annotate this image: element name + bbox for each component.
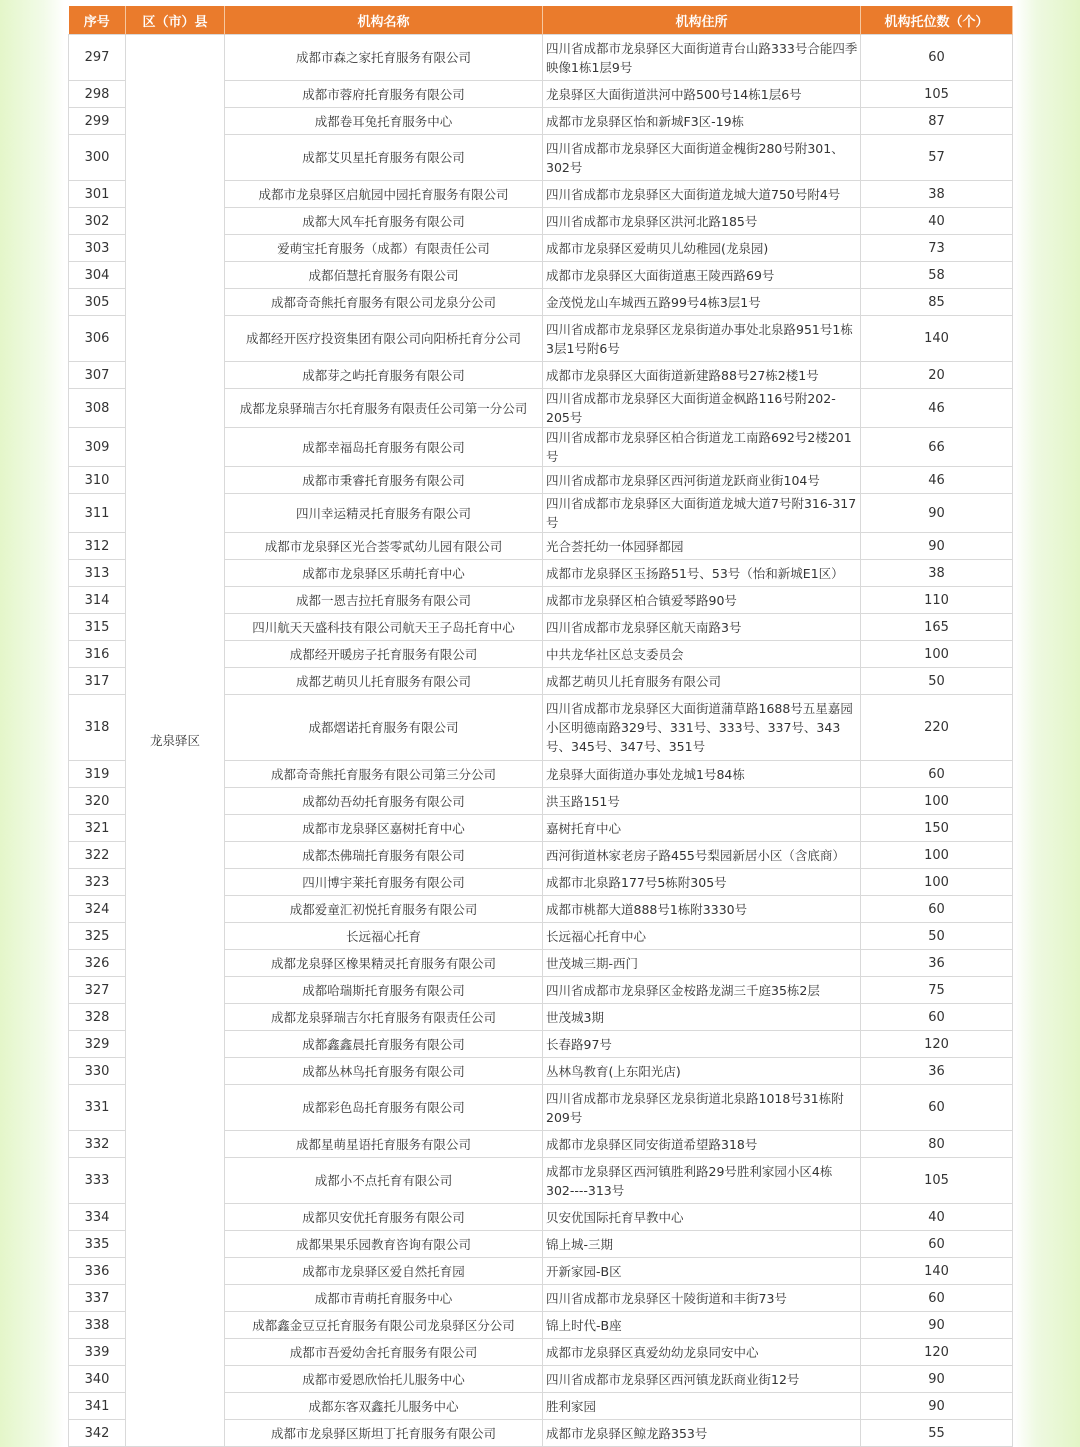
capacity-cell: 75	[861, 977, 1013, 1004]
capacity-cell: 60	[861, 35, 1013, 81]
capacity-cell: 46	[861, 467, 1013, 494]
institution-address-cell: 四川省成都市龙泉驿区金桉路龙湖三千庭35栋2层	[543, 977, 861, 1004]
row-seq-cell: 336	[69, 1258, 126, 1285]
institution-address-cell: 成都市龙泉驿区西河镇胜利路29号胜利家园小区4栋302----313号	[543, 1158, 861, 1204]
institution-name-cell: 成都龙泉驿区橡果精灵托育服务有限公司	[225, 950, 543, 977]
row-seq-cell: 297	[69, 35, 126, 81]
institution-name-cell: 成都鑫金豆豆托育服务有限公司龙泉驿区分公司	[225, 1312, 543, 1339]
district-cell: 龙泉驿区	[126, 35, 225, 1447]
institution-address-cell: 胜利家园	[543, 1393, 861, 1420]
row-seq-cell: 300	[69, 135, 126, 181]
row-seq-cell: 326	[69, 950, 126, 977]
header-count: 机构托位数（个）	[861, 6, 1013, 35]
institution-name-cell: 成都幼吾幼托育服务有限公司	[225, 788, 543, 815]
institution-name-cell: 成都芽之屿托育服务有限公司	[225, 362, 543, 389]
institution-name-cell: 成都幸福岛托育服务有限公司	[225, 428, 543, 467]
institution-address-cell: 洪玉路151号	[543, 788, 861, 815]
institution-name-cell: 成都东客双鑫托儿服务中心	[225, 1393, 543, 1420]
table-sheet	[68, 6, 1012, 1441]
row-seq-cell: 333	[69, 1158, 126, 1204]
row-seq-cell: 303	[69, 235, 126, 262]
institution-name-cell: 成都星萌星语托育服务有限公司	[225, 1131, 543, 1158]
institution-address-cell: 成都市龙泉驿区怡和新城F3区-19栋	[543, 108, 861, 135]
capacity-cell: 36	[861, 1058, 1013, 1085]
capacity-cell: 20	[861, 362, 1013, 389]
institution-address-cell: 成都市龙泉驿区玉扬路51号、53号（怡和新城E1区）	[543, 560, 861, 587]
institution-name-cell: 爱萌宝托育服务（成都）有限责任公司	[225, 235, 543, 262]
row-seq-cell: 314	[69, 587, 126, 614]
row-seq-cell: 307	[69, 362, 126, 389]
institution-address-cell: 长春路97号	[543, 1031, 861, 1058]
table-row	[69, 35, 1013, 81]
row-seq-cell: 321	[69, 815, 126, 842]
row-seq-cell: 338	[69, 1312, 126, 1339]
row-seq-cell: 299	[69, 108, 126, 135]
row-seq-cell: 325	[69, 923, 126, 950]
institution-name-cell: 长远福心托育	[225, 923, 543, 950]
institution-address-cell: 四川省成都市龙泉驿区大面街道龙城大道750号附4号	[543, 181, 861, 208]
capacity-cell: 140	[861, 316, 1013, 362]
institution-address-cell: 成都市龙泉驿区大面街道惠王陵西路69号	[543, 262, 861, 289]
institution-name-cell: 成都哈瑞斯托育服务有限公司	[225, 977, 543, 1004]
institution-name-cell: 成都市龙泉驿区嘉树托育中心	[225, 815, 543, 842]
institution-name-cell: 四川博宇莱托育服务有限公司	[225, 869, 543, 896]
institution-address-cell: 四川省成都市龙泉驿区航天南路3号	[543, 614, 861, 641]
row-seq-cell: 334	[69, 1204, 126, 1231]
institution-name-cell: 成都鑫鑫晨托育服务有限公司	[225, 1031, 543, 1058]
capacity-cell: 66	[861, 428, 1013, 467]
institution-name-cell: 成都奇奇熊托育服务有限公司龙泉分公司	[225, 289, 543, 316]
row-seq-cell: 327	[69, 977, 126, 1004]
row-seq-cell: 324	[69, 896, 126, 923]
institution-address-cell: 四川省成都市龙泉驿区龙泉街道办事处北泉路951号1栋3层1号附6号	[543, 316, 861, 362]
row-seq-cell: 304	[69, 262, 126, 289]
header-seq: 序号	[69, 6, 126, 35]
institution-address-cell: 世茂城三期-西门	[543, 950, 861, 977]
capacity-cell: 57	[861, 135, 1013, 181]
capacity-cell: 90	[861, 533, 1013, 560]
row-seq-cell: 313	[69, 560, 126, 587]
capacity-cell: 55	[861, 1420, 1013, 1447]
institution-name-cell: 四川幸运精灵托育服务有限公司	[225, 494, 543, 533]
row-seq-cell: 316	[69, 641, 126, 668]
row-seq-cell: 322	[69, 842, 126, 869]
institution-name-cell: 四川航天天盛科技有限公司航天王子岛托育中心	[225, 614, 543, 641]
capacity-cell: 38	[861, 181, 1013, 208]
row-seq-cell: 328	[69, 1004, 126, 1031]
institution-address-cell: 嘉树托育中心	[543, 815, 861, 842]
capacity-cell: 80	[861, 1131, 1013, 1158]
institution-address-cell: 成都市龙泉驿区同安街道希望路318号	[543, 1131, 861, 1158]
capacity-cell: 90	[861, 494, 1013, 533]
institution-address-cell: 四川省成都市龙泉驿区洪河北路185号	[543, 208, 861, 235]
capacity-cell: 120	[861, 1339, 1013, 1366]
institution-name-cell: 成都奇奇熊托育服务有限公司第三分公司	[225, 761, 543, 788]
capacity-cell: 87	[861, 108, 1013, 135]
institution-address-cell: 龙泉驿大面街道办事处龙城1号84栋	[543, 761, 861, 788]
institution-address-cell: 四川省成都市龙泉驿区大面街道金槐街280号附301、302号	[543, 135, 861, 181]
capacity-cell: 100	[861, 869, 1013, 896]
capacity-cell: 105	[861, 1158, 1013, 1204]
capacity-cell: 58	[861, 262, 1013, 289]
row-seq-cell: 306	[69, 316, 126, 362]
institution-name-cell: 成都龙泉驿瑞吉尔托育服务有限责任公司第一分公司	[225, 389, 543, 428]
header-name: 机构名称	[225, 6, 543, 35]
capacity-cell: 100	[861, 641, 1013, 668]
institution-name-cell: 成都市蓉府托育服务有限公司	[225, 81, 543, 108]
row-seq-cell: 301	[69, 181, 126, 208]
capacity-cell: 60	[861, 1285, 1013, 1312]
row-seq-cell: 331	[69, 1085, 126, 1131]
institution-name-cell: 成都市龙泉驿区爱自然托育园	[225, 1258, 543, 1285]
row-seq-cell: 340	[69, 1366, 126, 1393]
institution-name-cell: 成都艺萌贝儿托育服务有限公司	[225, 668, 543, 695]
institution-address-cell: 丛林鸟教育(上东阳光店)	[543, 1058, 861, 1085]
row-seq-cell: 337	[69, 1285, 126, 1312]
capacity-cell: 60	[861, 761, 1013, 788]
institution-address-cell: 四川省成都市龙泉驿区十陵街道和丰街73号	[543, 1285, 861, 1312]
capacity-cell: 90	[861, 1393, 1013, 1420]
capacity-cell: 110	[861, 587, 1013, 614]
institution-address-cell: 成都市桃都大道888号1栋附3330号	[543, 896, 861, 923]
institution-address-cell: 锦上时代-B座	[543, 1312, 861, 1339]
institution-name-cell: 成都一恩吉拉托育服务有限公司	[225, 587, 543, 614]
capacity-cell: 38	[861, 560, 1013, 587]
row-seq-cell: 317	[69, 668, 126, 695]
institution-address-cell: 光合荟托幼一体园驿都园	[543, 533, 861, 560]
institution-name-cell: 成都杰佛瑞托育服务有限公司	[225, 842, 543, 869]
institution-name-cell: 成都贝安优托育服务有限公司	[225, 1204, 543, 1231]
institution-address-cell: 成都艺萌贝儿托育服务有限公司	[543, 668, 861, 695]
capacity-cell: 60	[861, 1004, 1013, 1031]
institution-address-cell: 四川省成都市龙泉驿区大面街道金枫路116号附202-205号	[543, 389, 861, 428]
institution-name-cell: 成都市龙泉驿区光合荟零贰幼儿园有限公司	[225, 533, 543, 560]
capacity-cell: 150	[861, 815, 1013, 842]
institution-name-cell: 成都市秉睿托育服务有限公司	[225, 467, 543, 494]
row-seq-cell: 310	[69, 467, 126, 494]
row-seq-cell: 330	[69, 1058, 126, 1085]
row-seq-cell: 323	[69, 869, 126, 896]
institution-address-cell: 西河街道林家老房子路455号梨园新居小区（含底商）	[543, 842, 861, 869]
institution-name-cell: 成都丛林鸟托育服务有限公司	[225, 1058, 543, 1085]
row-seq-cell: 332	[69, 1131, 126, 1158]
institution-address-cell: 成都市龙泉驿区大面街道新建路88号27栋2楼1号	[543, 362, 861, 389]
institution-name-cell: 成都市龙泉驿区斯坦丁托育服务有限公司	[225, 1420, 543, 1447]
institution-address-cell: 四川省成都市龙泉驿区西河街道龙跃商业街104号	[543, 467, 861, 494]
institution-name-cell: 成都小不点托育有限公司	[225, 1158, 543, 1204]
capacity-cell: 105	[861, 81, 1013, 108]
capacity-cell: 120	[861, 1031, 1013, 1058]
institution-name-cell: 成都龙泉驿瑞吉尔托育服务有限责任公司	[225, 1004, 543, 1031]
institution-address-cell: 成都市龙泉驿区柏合镇爱琴路90号	[543, 587, 861, 614]
capacity-cell: 50	[861, 668, 1013, 695]
institution-address-cell: 四川省成都市龙泉驿区柏合街道龙工南路692号2楼201号	[543, 428, 861, 467]
row-seq-cell: 315	[69, 614, 126, 641]
row-seq-cell: 329	[69, 1031, 126, 1058]
institution-name-cell: 成都市青萌托育服务中心	[225, 1285, 543, 1312]
institution-name-cell: 成都市龙泉驿区乐萌托育中心	[225, 560, 543, 587]
institution-address-cell: 贝安优国际托育早教中心	[543, 1204, 861, 1231]
capacity-cell: 165	[861, 614, 1013, 641]
institution-address-cell: 开新家园-B区	[543, 1258, 861, 1285]
institution-name-cell: 成都果果乐园教育咨询有限公司	[225, 1231, 543, 1258]
institution-name-cell: 成都彩色岛托育服务有限公司	[225, 1085, 543, 1131]
capacity-cell: 73	[861, 235, 1013, 262]
row-seq-cell: 305	[69, 289, 126, 316]
row-seq-cell: 309	[69, 428, 126, 467]
capacity-cell: 90	[861, 1312, 1013, 1339]
childcare-institution-table	[68, 6, 1013, 1447]
institution-address-cell: 四川省成都市龙泉驿区大面街道蒲草路1688号五星嘉园小区明德南路329号、331号、333号、337号、343号、345号、347号、351号	[543, 695, 861, 761]
row-seq-cell: 308	[69, 389, 126, 428]
row-seq-cell: 320	[69, 788, 126, 815]
institution-address-cell: 长远福心托育中心	[543, 923, 861, 950]
institution-name-cell: 成都艾贝星托育服务有限公司	[225, 135, 543, 181]
institution-name-cell: 成都卷耳兔托育服务中心	[225, 108, 543, 135]
header-address: 机构住所	[543, 6, 861, 35]
row-seq-cell: 298	[69, 81, 126, 108]
row-seq-cell: 339	[69, 1339, 126, 1366]
institution-name-cell: 成都熠诺托育服务有限公司	[225, 695, 543, 761]
institution-name-cell: 成都市龙泉驿区启航园中园托育服务有限公司	[225, 181, 543, 208]
institution-address-cell: 成都市龙泉驿区真爱幼幼龙泉同安中心	[543, 1339, 861, 1366]
institution-name-cell: 成都经开医疗投资集团有限公司向阳桥托育分公司	[225, 316, 543, 362]
institution-name-cell: 成都佰慧托育服务有限公司	[225, 262, 543, 289]
institution-address-cell: 成都市北泉路177号5栋附305号	[543, 869, 861, 896]
institution-name-cell: 成都经开暖房子托育服务有限公司	[225, 641, 543, 668]
row-seq-cell: 311	[69, 494, 126, 533]
institution-address-cell: 金茂悦龙山车城西五路99号4栋3层1号	[543, 289, 861, 316]
table-header-row	[69, 6, 1013, 35]
institution-address-cell: 龙泉驿区大面街道洪河中路500号14栋1层6号	[543, 81, 861, 108]
institution-name-cell: 成都市爱恩欣怡托儿服务中心	[225, 1366, 543, 1393]
capacity-cell: 140	[861, 1258, 1013, 1285]
capacity-cell: 40	[861, 1204, 1013, 1231]
institution-name-cell: 成都市吾爱幼舍托育服务有限公司	[225, 1339, 543, 1366]
header-district: 区（市）县	[126, 6, 225, 35]
capacity-cell: 85	[861, 289, 1013, 316]
capacity-cell: 90	[861, 1366, 1013, 1393]
institution-address-cell: 四川省成都市龙泉驿区大面街道青台山路333号合能四季映像1栋1层9号	[543, 35, 861, 81]
capacity-cell: 100	[861, 788, 1013, 815]
institution-name-cell: 成都市森之家托育服务有限公司	[225, 35, 543, 81]
capacity-cell: 36	[861, 950, 1013, 977]
institution-address-cell: 锦上城-三期	[543, 1231, 861, 1258]
institution-address-cell: 四川省成都市龙泉驿区大面街道龙城大道7号附316-317号	[543, 494, 861, 533]
institution-address-cell: 四川省成都市龙泉驿区西河镇龙跃商业街12号	[543, 1366, 861, 1393]
capacity-cell: 50	[861, 923, 1013, 950]
institution-name-cell: 成都大风车托育服务有限公司	[225, 208, 543, 235]
capacity-cell: 60	[861, 1085, 1013, 1131]
row-seq-cell: 312	[69, 533, 126, 560]
row-seq-cell: 335	[69, 1231, 126, 1258]
institution-address-cell: 成都市龙泉驿区爱萌贝儿幼稚园(龙泉园)	[543, 235, 861, 262]
capacity-cell: 220	[861, 695, 1013, 761]
institution-name-cell: 成都爱童汇初悦托育服务有限公司	[225, 896, 543, 923]
capacity-cell: 60	[861, 896, 1013, 923]
row-seq-cell: 302	[69, 208, 126, 235]
capacity-cell: 100	[861, 842, 1013, 869]
institution-address-cell: 世茂城3期	[543, 1004, 861, 1031]
row-seq-cell: 319	[69, 761, 126, 788]
institution-address-cell: 成都市龙泉驿区鲸龙路353号	[543, 1420, 861, 1447]
capacity-cell: 46	[861, 389, 1013, 428]
row-seq-cell: 318	[69, 695, 126, 761]
row-seq-cell: 342	[69, 1420, 126, 1447]
capacity-cell: 40	[861, 208, 1013, 235]
institution-address-cell: 四川省成都市龙泉驿区龙泉街道北泉路1018号31栋附209号	[543, 1085, 861, 1131]
row-seq-cell: 341	[69, 1393, 126, 1420]
capacity-cell: 60	[861, 1231, 1013, 1258]
institution-address-cell: 中共龙华社区总支委员会	[543, 641, 861, 668]
